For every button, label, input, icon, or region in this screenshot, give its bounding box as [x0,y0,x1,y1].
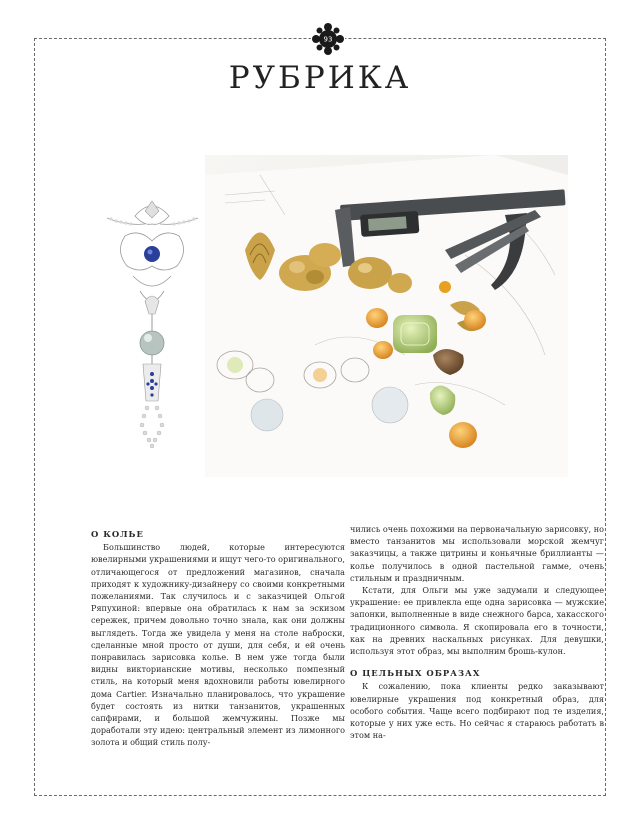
article-column-left [91,528,345,749]
jewelry-workshop-photo [205,155,568,477]
rubric-title: РУБРИКА [228,60,412,96]
ornament-badge [311,22,345,56]
article-paragraph: К сожалению, пока клиенты редко заказывают ювелирные украшения под конкретный образ, для особого события. Чаще всего подбирают под те изделия, которые у них уже есть. Но сейчас я стараюсь работать в этом на- [350,681,604,741]
page-number: 93 [323,35,333,44]
section-heading-necklace: О КОЛЬЕ [91,529,144,539]
article-paragraph: чились очень похожими на первоначальную зарисовку, но вместо танзанитов мы использовали морской жемчуг заказчицы, а также цитрины и коньячные бриллианты — колье получилось в одной пастельной гамме, очень стильным и праздничным. [350,524,604,583]
section-heading-looks: О ЦЕЛЬНЫХ ОБРАЗАХ [350,668,481,679]
article-paragraph: Кстати, для Ольги мы уже задумали и следующее украшение: ее привлекла еще одна зарисовка — мужские запонки, выполненные в виде снежного барса, хакасского традиционного символа. Я скопировала его в точности, как на древних наскальных рисунках. Для девушки, используя этот образ, мы выполним брошь-кулон. [350,585,604,657]
article-paragraph: Большинство людей, которые интересуются ювелирными украшениями и ищут чего-то оригинального, отличающегося от предложений магазинов, сначала приходят к художнику-дизайнеру со своими конкретными пожеланиями. Так случилось и с заказчицей Ольгой Ряпухиной: впервые она обратилась к нам за эскизом сережек, причем довольно точно знала, как они должны выглядеть. Тогда же увидела у меня на столе наброски, сделанные мной просто от души, для себя, и ей очень понравилась зарисовка колье. В нем уже тогда были видны викторианские мотивы, несколько помпезный стиль, на который меня вдохновили работы ювелирного дома Cartier. Изначально планировалось, что украшение будет состоять из нитки танзанитов, украшенных сапфирами, и большой жемчужины. Позже мы доработали эту идею: центральный элемент из лимонного золота и общий стиль полу- [91,542,345,748]
necklace-illustration [105,196,200,466]
article-column-right [350,523,604,741]
